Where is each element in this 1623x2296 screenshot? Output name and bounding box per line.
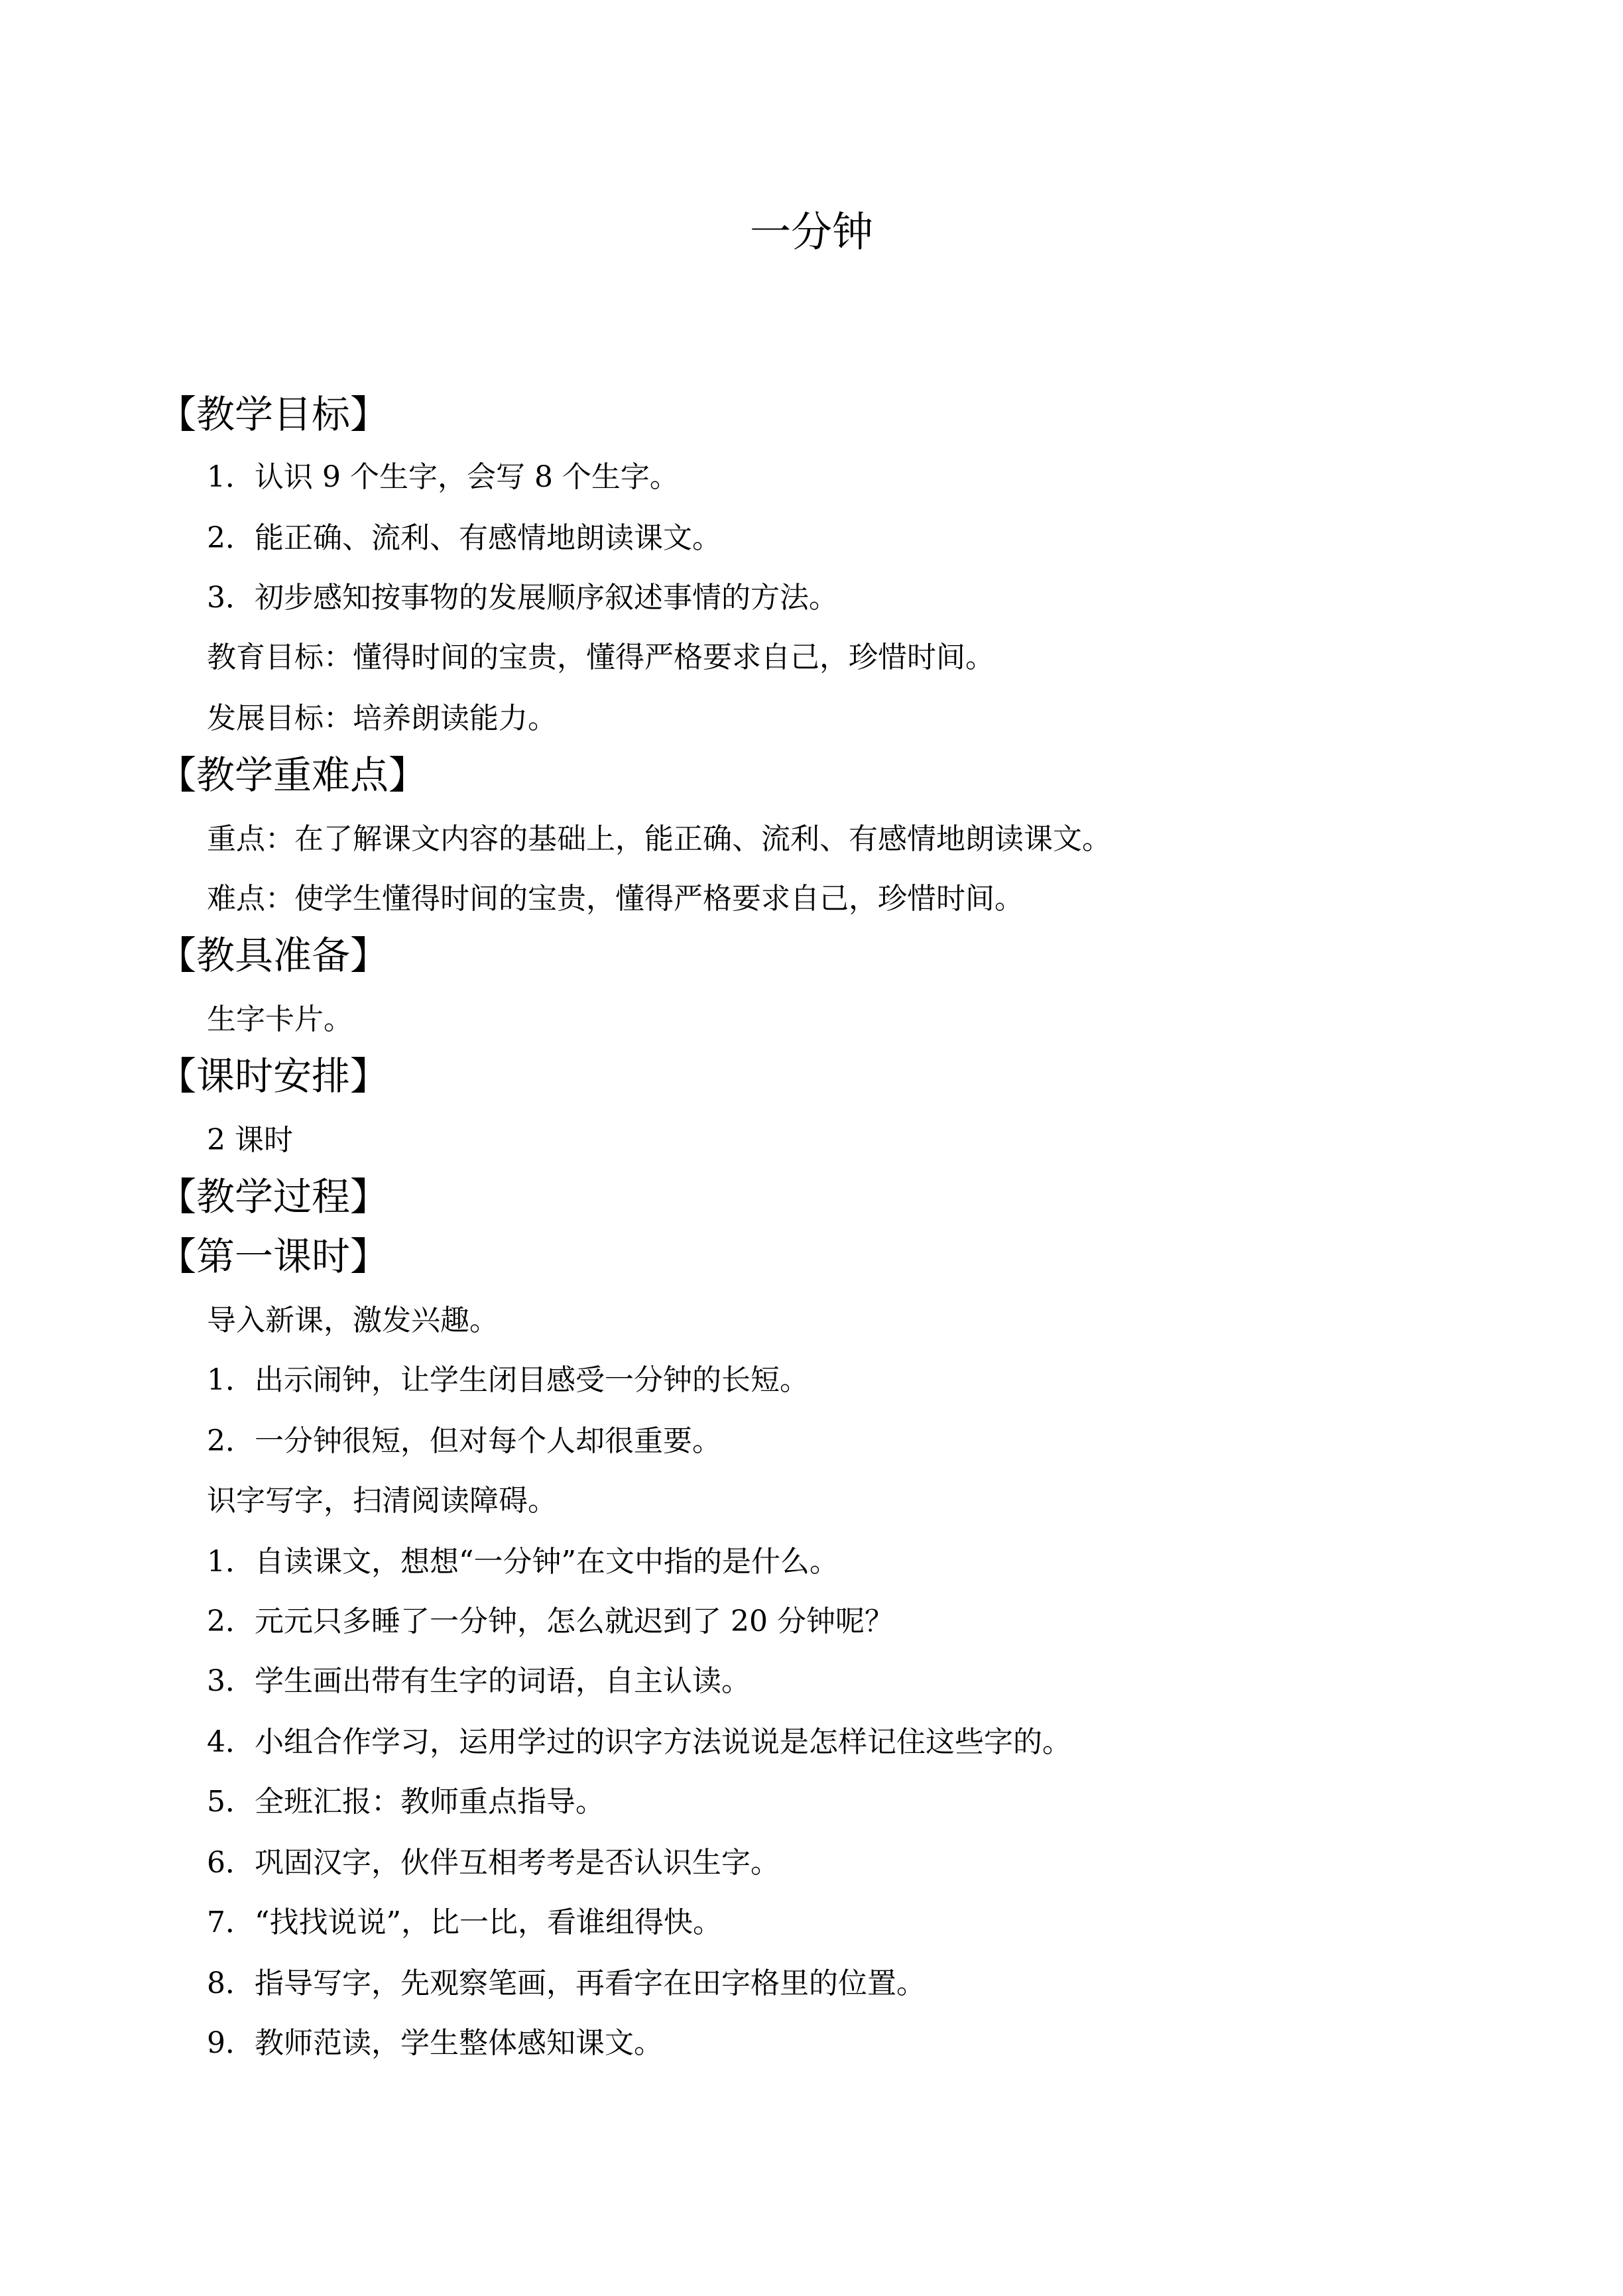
lesson-step: 1．出示闹钟，让学生闭目感受一分钟的长短。	[207, 1363, 809, 1397]
objective-item-3: 3．初步感知按事物的发展顺序叙述事情的方法。	[207, 581, 838, 615]
lesson-step: 6．巩固汉字，伙伴互相考考是否认识生字。	[207, 1846, 780, 1880]
heading-key-points: 【教学重难点】	[158, 753, 428, 798]
objective-item-2: 2．能正确、流利、有感情地朗读课文。	[207, 521, 721, 555]
lesson-step: 2．元元只多睡了一分钟，怎么就迟到了 20 分钟呢？	[207, 1604, 894, 1638]
heading-schedule: 【课时安排】	[158, 1054, 389, 1099]
heading-objectives: 【教学目标】	[158, 392, 389, 437]
lesson-step: 7．“找找说说”，比一比，看谁组得快。	[207, 1905, 722, 1939]
heading-materials: 【教具准备】	[158, 933, 389, 978]
development-objective: 发展目标：培养朗读能力。	[207, 701, 557, 735]
lesson-step: 3．学生画出带有生字的词语，自主认读。	[207, 1664, 751, 1698]
lesson-step: 2．一分钟很短，但对每个人却很重要。	[207, 1424, 721, 1458]
heading-process: 【教学过程】	[158, 1174, 389, 1219]
materials-item: 生字卡片。	[207, 1002, 353, 1036]
heading-first-lesson: 【第一课时】	[158, 1234, 389, 1279]
lesson-step: 1．自读课文，想想“一分钟”在文中指的是什么。	[207, 1545, 839, 1579]
lesson-step-intro: 导入新课，激发兴趣。	[207, 1303, 499, 1337]
objective-item-1: 1．认识 9 个生字，会写 8 个生字。	[207, 460, 679, 494]
key-point: 重点：在了解课文内容的基础上，能正确、流利、有感情地朗读课文。	[207, 822, 1111, 856]
lesson-step: 5．全班汇报：教师重点指导。	[207, 1785, 605, 1819]
lesson-step: 4．小组合作学习，运用学过的识字方法说说是怎样记住这些字的。	[207, 1725, 1071, 1759]
education-objective: 教育目标：懂得时间的宝贵，懂得严格要求自己，珍惜时间。	[207, 640, 994, 674]
document-title: 一分钟	[749, 208, 873, 256]
lesson-step-literacy: 识字写字，扫清阅读障碍。	[207, 1484, 557, 1518]
difficult-point: 难点：使学生懂得时间的宝贵，懂得严格要求自己，珍惜时间。	[207, 882, 1024, 916]
lesson-step: 9．教师范读，学生整体感知课文。	[207, 2026, 663, 2060]
lesson-step: 8．指导写字，先观察笔画，再看字在田字格里的位置。	[207, 1966, 926, 2000]
schedule-item: 2 课时	[207, 1123, 293, 1157]
